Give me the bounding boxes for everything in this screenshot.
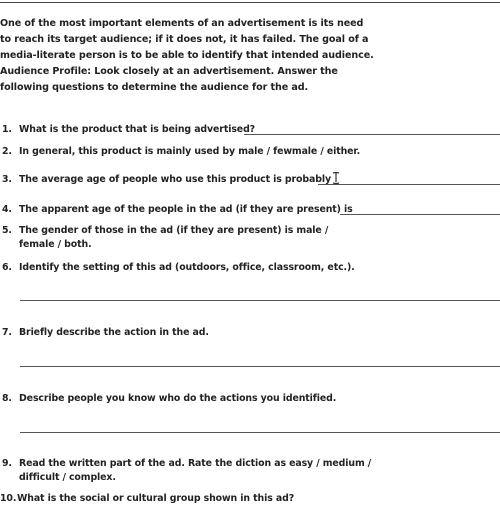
intro-line: media-literate person is to be able to identify that intended audience. [0,50,374,61]
question-number: 10. [0,493,17,504]
question-text: The average age of people who use this product is probably [19,174,331,185]
question-number: 1. [2,124,12,135]
question-7 [2,326,498,340]
profile-line: following questions to determine the audience for the ad. [0,82,309,93]
intro-line: One of the most important elements of an advertisement is its need [0,18,364,29]
question-8 [2,392,498,406]
question-text: The gender of those in the ad (if they are present) is male / [19,225,329,236]
question-number: 9. [2,458,12,469]
question-number: 3. [2,174,12,185]
answer-line-6[interactable] [20,300,500,301]
answer-line-7[interactable] [20,366,500,367]
question-5 [2,224,498,252]
question-number: 7. [2,327,12,338]
question-number: 5. [2,225,12,236]
text-cursor-icon [331,172,341,184]
question-number: 8. [2,393,12,404]
question-text-continued: female / both. [19,239,92,250]
question-10 [0,492,496,506]
answer-line-1[interactable] [244,134,500,135]
question-text: What is the product that is being advertised? [19,124,256,135]
profile-line: Audience Profile: Look closely at an advertisement. Answer the [0,66,338,77]
question-text-continued: difficult / complex. [19,472,116,483]
question-number: 6. [2,262,12,273]
answer-line-4[interactable] [340,214,500,215]
question-text: Read the written part of the ad. Rate the diction as easy / medium / [19,458,372,469]
question-number: 2. [2,146,12,157]
answer-line-3[interactable] [318,184,500,185]
answer-line-8[interactable] [20,432,500,433]
intro-text [0,16,500,96]
question-text: In general, this product is mainly used by male / fewmale / either. [19,146,361,157]
question-text: Describe people you know who do the actions you identified. [19,393,337,404]
question-text: Briefly describe the action in the ad. [19,327,209,338]
question-number: 4. [2,204,12,215]
question-text: Identify the setting of this ad (outdoors, office, classroom, etc.). [19,262,355,273]
question-text: The apparent age of the people in the ad (if they are present) is [19,204,353,215]
top-rule [0,2,500,3]
question-9 [2,457,498,485]
intro-line: to reach its target audience; if it does not, it has failed. The goal of a [0,34,369,45]
question-6 [2,261,498,275]
question-2 [2,145,498,159]
question-text: What is the social or cultural group shown in this ad? [17,493,295,504]
